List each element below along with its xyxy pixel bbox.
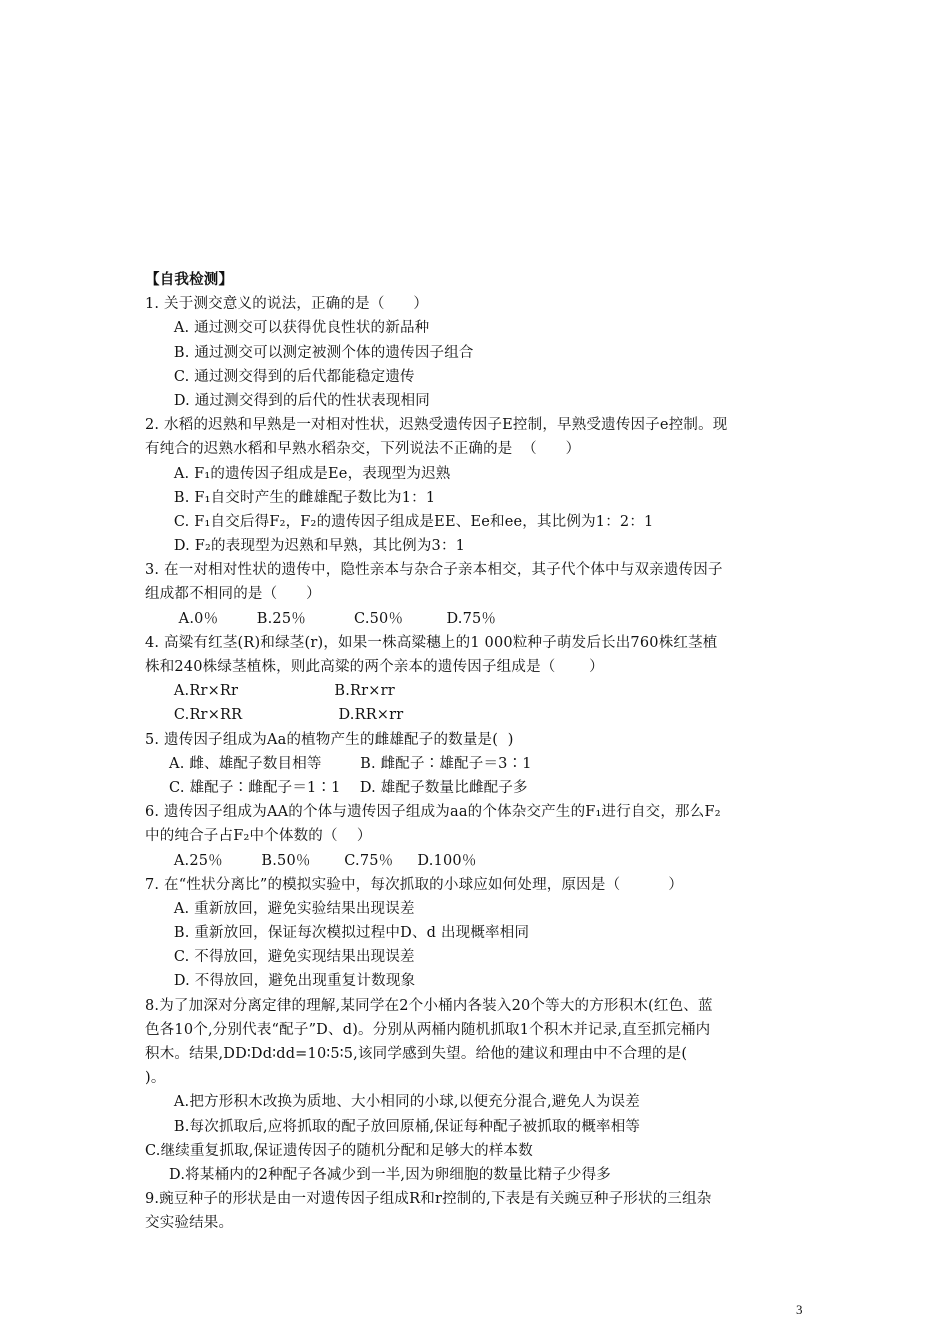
text-line: C.继续重复抓取,保证遗传因子的随机分配和足够大的样本数	[145, 1142, 533, 1159]
text-line: B. 通过测交可以测定被测个体的遗传因子组合	[145, 344, 474, 361]
text-line: B.每次抓取后,应将抓取的配子放回原桶,保证每种配子被抓取的概率相等	[145, 1118, 641, 1135]
text-line: D. 通过测交得到的后代的性状表现相同	[145, 392, 430, 409]
text-line: A.25％ B.50％ C.75％ D.100％	[145, 852, 477, 869]
text-line: 积木。结果,DD∶Dd∶dd=10∶5∶5,该同学感到失望。给他的建议和理由中不合理的是(	[145, 1046, 688, 1062]
text-line: B. 重新放回，保证每次模拟过程中D、d 出现概率相同	[145, 925, 530, 942]
page-number: 3	[796, 1302, 803, 1317]
text-line: D. F₂的表现型为迟熟和早熟，其比例为3：1	[145, 538, 466, 555]
text-line: B. F₁自交时产生的雌雄配子数比为1：1	[145, 489, 436, 506]
text-line: A. 雌、雄配子数目相等 B. 雌配子∶雄配子＝3∶1	[145, 755, 532, 772]
text-line: 5. 遗传因子组成为Aa的植物产生的雌雄配子的数量是( )	[145, 731, 514, 748]
text-line: A. 重新放回，避免实验结果出现误差	[145, 900, 415, 917]
text-line: 1. 关于测交意义的说法，正确的是（ ）	[145, 296, 429, 313]
text-line: C. 不得放回，避免实现结果出现误差	[145, 949, 415, 966]
text-line: 有纯合的迟熟水稻和早熟水稻杂交，下列说法不正确的是 （ ）	[145, 441, 581, 458]
text-line: 2. 水稻的迟熟和早熟是一对相对性状，迟熟受遗传因子E控制，早熟受遗传因子e控制。现	[145, 417, 728, 434]
text-line: 9.豌豆种子的形状是由一对遗传因子组成R和r控制的,下表是有关豌豆种子形状的三组杂	[145, 1191, 712, 1208]
text-line: C. 雄配子∶雌配子＝1∶1 D. 雄配子数量比雌配子多	[145, 779, 528, 796]
text-line: A.把方形积木改换为质地、大小相同的小球,以便充分混合,避免人为误差	[145, 1094, 640, 1111]
question-list	[145, 292, 815, 1235]
text-line: C. F₁自交后得F₂，F₂的遗传因子组成是EE、Ee和ee，其比例为1：2：1	[145, 513, 654, 530]
text-line: 3. 在一对相对性状的遗传中，隐性亲本与杂合子亲本相交，其子代个体中与双亲遗传因子	[145, 562, 723, 579]
text-line: D.将某桶内的2种配子各减少到一半,因为卵细胞的数量比精子少得多	[145, 1166, 611, 1183]
text-line: 组成都不相同的是（ ）	[145, 586, 321, 603]
text-line: C.Rr×RR D.RR×rr	[145, 707, 404, 724]
text-line: 8.为了加深对分离定律的理解,某同学在2个小桶内各装入20个等大的方形积木(红色、蓝	[145, 997, 713, 1014]
text-line: A. F₁的遗传因子组成是Ee，表现型为迟熟	[145, 465, 451, 482]
text-line: A. 通过测交可以获得优良性状的新品种	[145, 320, 430, 337]
text-line: 7. 在“性状分离比”的模拟实验中，每次抓取的小球应如何处理，原因是（ ）	[145, 876, 684, 893]
text-line: A.0％ B.25％ C.50％ D.75％	[145, 610, 497, 627]
text-line: 中的纯合子占F₂中个体数的（ ）	[145, 828, 372, 845]
exercise-section	[145, 268, 815, 1236]
text-line: 色各10个,分别代表“配子”D、d)。分别从两桶内随机抓取1个积木并记录,直至抓完桶内	[145, 1021, 711, 1038]
text-line: 4. 高粱有红茎(R)和绿茎(r)，如果一株高粱穗上的1 000粒种子萌发后长出760株红茎植	[145, 634, 718, 651]
text-line: A.Rr×Rr B.Rr×rr	[145, 683, 395, 700]
text-line: 交实验结果。	[145, 1215, 234, 1232]
section-heading: 【自我检测】	[145, 271, 234, 288]
text-line: 6. 遗传因子组成为AA的个体与遗传因子组成为aa的个体杂交产生的F₁进行自交，那么F₂	[145, 804, 721, 821]
text-line: D. 不得放回，避免出现重复计数现象	[145, 973, 416, 990]
text-line: C. 通过测交得到的后代都能稳定遗传	[145, 368, 415, 385]
text-line: 株和240株绿茎植株，则此高粱的两个亲本的遗传因子组成是（ ）	[145, 659, 604, 675]
text-line: )。	[145, 1070, 166, 1087]
